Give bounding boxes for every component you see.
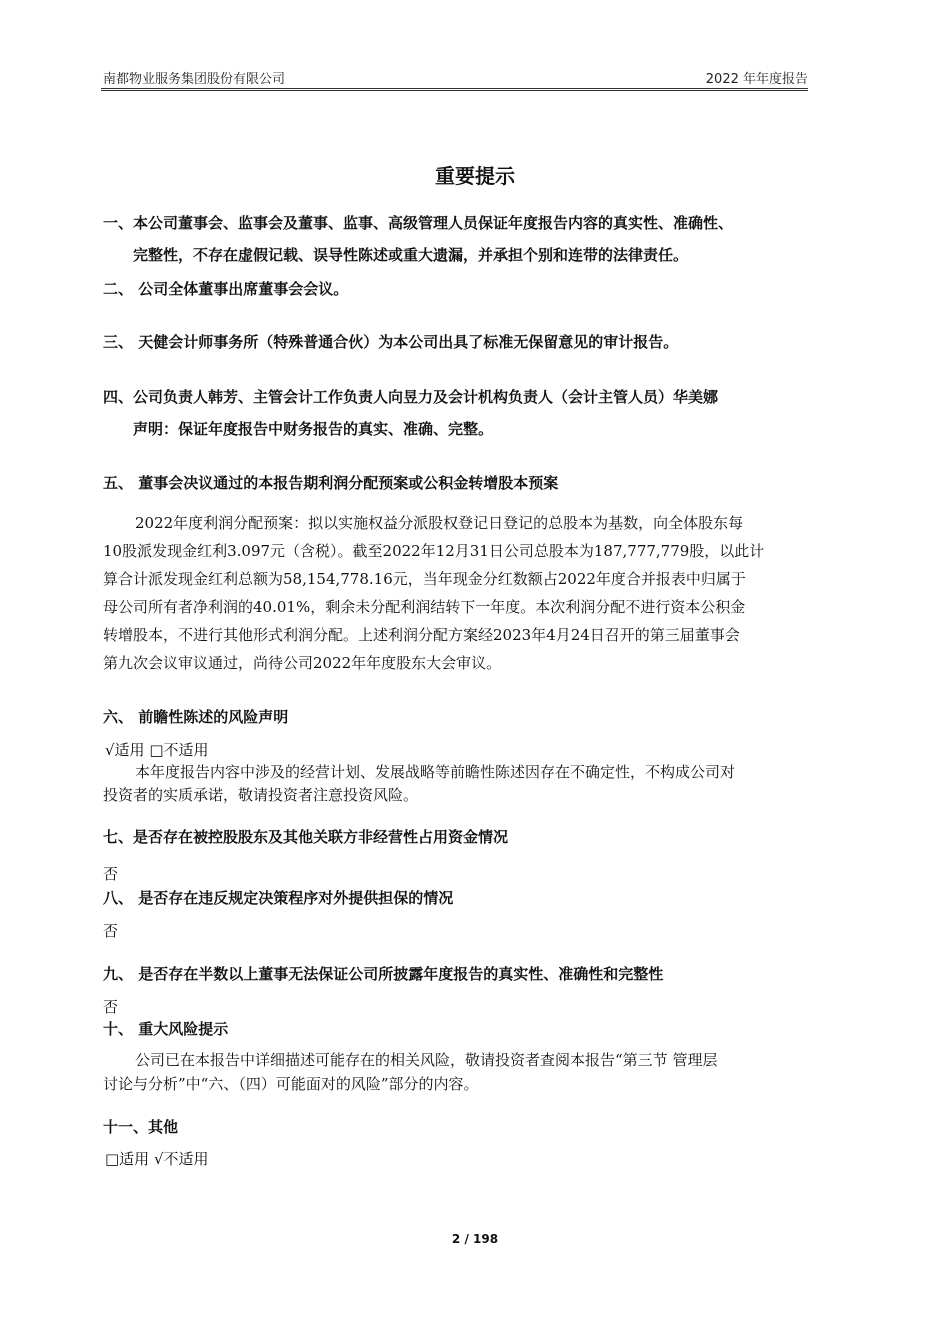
section-5-body-line: 第九次会议审议通过，尚待公司2022年年度股东大会审议。 — [103, 654, 502, 672]
section-10-heading: 十、 重大风险提示 — [103, 1020, 229, 1038]
section-5-heading: 五、 董事会决议通过的本报告期利润分配预案或公积金转增股本预案 — [103, 474, 559, 492]
section-4-line-1: 四、公司负责人韩芳、主管会计工作负责人向昱力及会计机构负责人（会计主管人员）华美娜 — [103, 388, 719, 406]
page-number: 2 / 198 — [451, 1232, 499, 1246]
section-5-body-line: 算合计派发现金红利总额为58,154,778.16元，当年现金分红数额占2022年度合并报表中归属于 — [103, 570, 746, 588]
section-5-body-line: 2022年度利润分配预案：拟以实施权益分派股权登记日登记的总股本为基数，向全体股东每 — [135, 514, 744, 532]
section-5-body-line: 转增股本，不进行其他形式利润分配。上述利润分配方案经2023年4月24日召开的第三届董事会 — [103, 626, 740, 644]
section-6-heading: 六、 前瞻性陈述的风险声明 — [103, 708, 289, 726]
section-5-body-line: 10股派发现金红利3.097元（含税）。截至2022年12月31日公司总股本为187,777,779股，以此计 — [103, 542, 765, 560]
section-10-body-line: 讨论与分析”中“六、（四）可能面对的风险”部分的内容。 — [103, 1075, 479, 1093]
section-6-options: √适用 □不适用 — [105, 741, 209, 759]
section-11-heading: 十一、其他 — [103, 1118, 179, 1136]
section-2: 二、 公司全体董事出席董事会会议。 — [103, 280, 349, 298]
section-6-body-line: 本年度报告内容中涉及的经营计划、发展战略等前瞻性陈述因存在不确定性，不构成公司对 — [135, 763, 736, 781]
section-11-options: □适用 √不适用 — [105, 1150, 209, 1168]
section-9-heading: 九、 是否存在半数以上董事无法保证公司所披露年度报告的真实性、准确性和完整性 — [103, 965, 664, 983]
section-9-answer: 否 — [103, 998, 119, 1016]
section-6-body-line: 投资者的实质承诺，敬请投资者注意投资风险。 — [103, 786, 419, 804]
section-5-body-line: 母公司所有者净利润的40.01%，剩余未分配利润结转下一年度。本次利润分配不进行资本公积金 — [103, 598, 746, 616]
header-rule-second — [101, 90, 808, 91]
section-4-line-2: 声明：保证年度报告中财务报告的真实、准确、完整。 — [133, 420, 494, 438]
section-7-heading: 七、是否存在被控股股东及其他关联方非经营性占用资金情况 — [103, 828, 509, 846]
section-8-answer: 否 — [103, 922, 119, 940]
header-report-title: 2022 年年度报告 — [705, 72, 808, 87]
section-3: 三、 天健会计师事务所（特殊普通合伙）为本公司出具了标准无保留意见的审计报告。 — [103, 333, 679, 351]
section-8-heading: 八、 是否存在违反规定决策程序对外提供担保的情况 — [103, 889, 454, 907]
header-company: 南都物业服务集团股份有限公司 — [103, 72, 286, 87]
section-10-body-line: 公司已在本报告中详细描述可能存在的相关风险，敬请投资者查阅本报告“第三节 管理层 — [135, 1051, 718, 1069]
section-7-answer: 否 — [103, 865, 119, 883]
header-rule — [101, 88, 808, 89]
page-title: 重要提示 — [435, 164, 515, 188]
section-1-line-1: 一、本公司董事会、监事会及董事、监事、高级管理人员保证年度报告内容的真实性、准确性、 — [103, 214, 734, 232]
section-1-line-2: 完整性，不存在虚假记载、误导性陈述或重大遗漏，并承担个别和连带的法律责任。 — [133, 246, 689, 264]
